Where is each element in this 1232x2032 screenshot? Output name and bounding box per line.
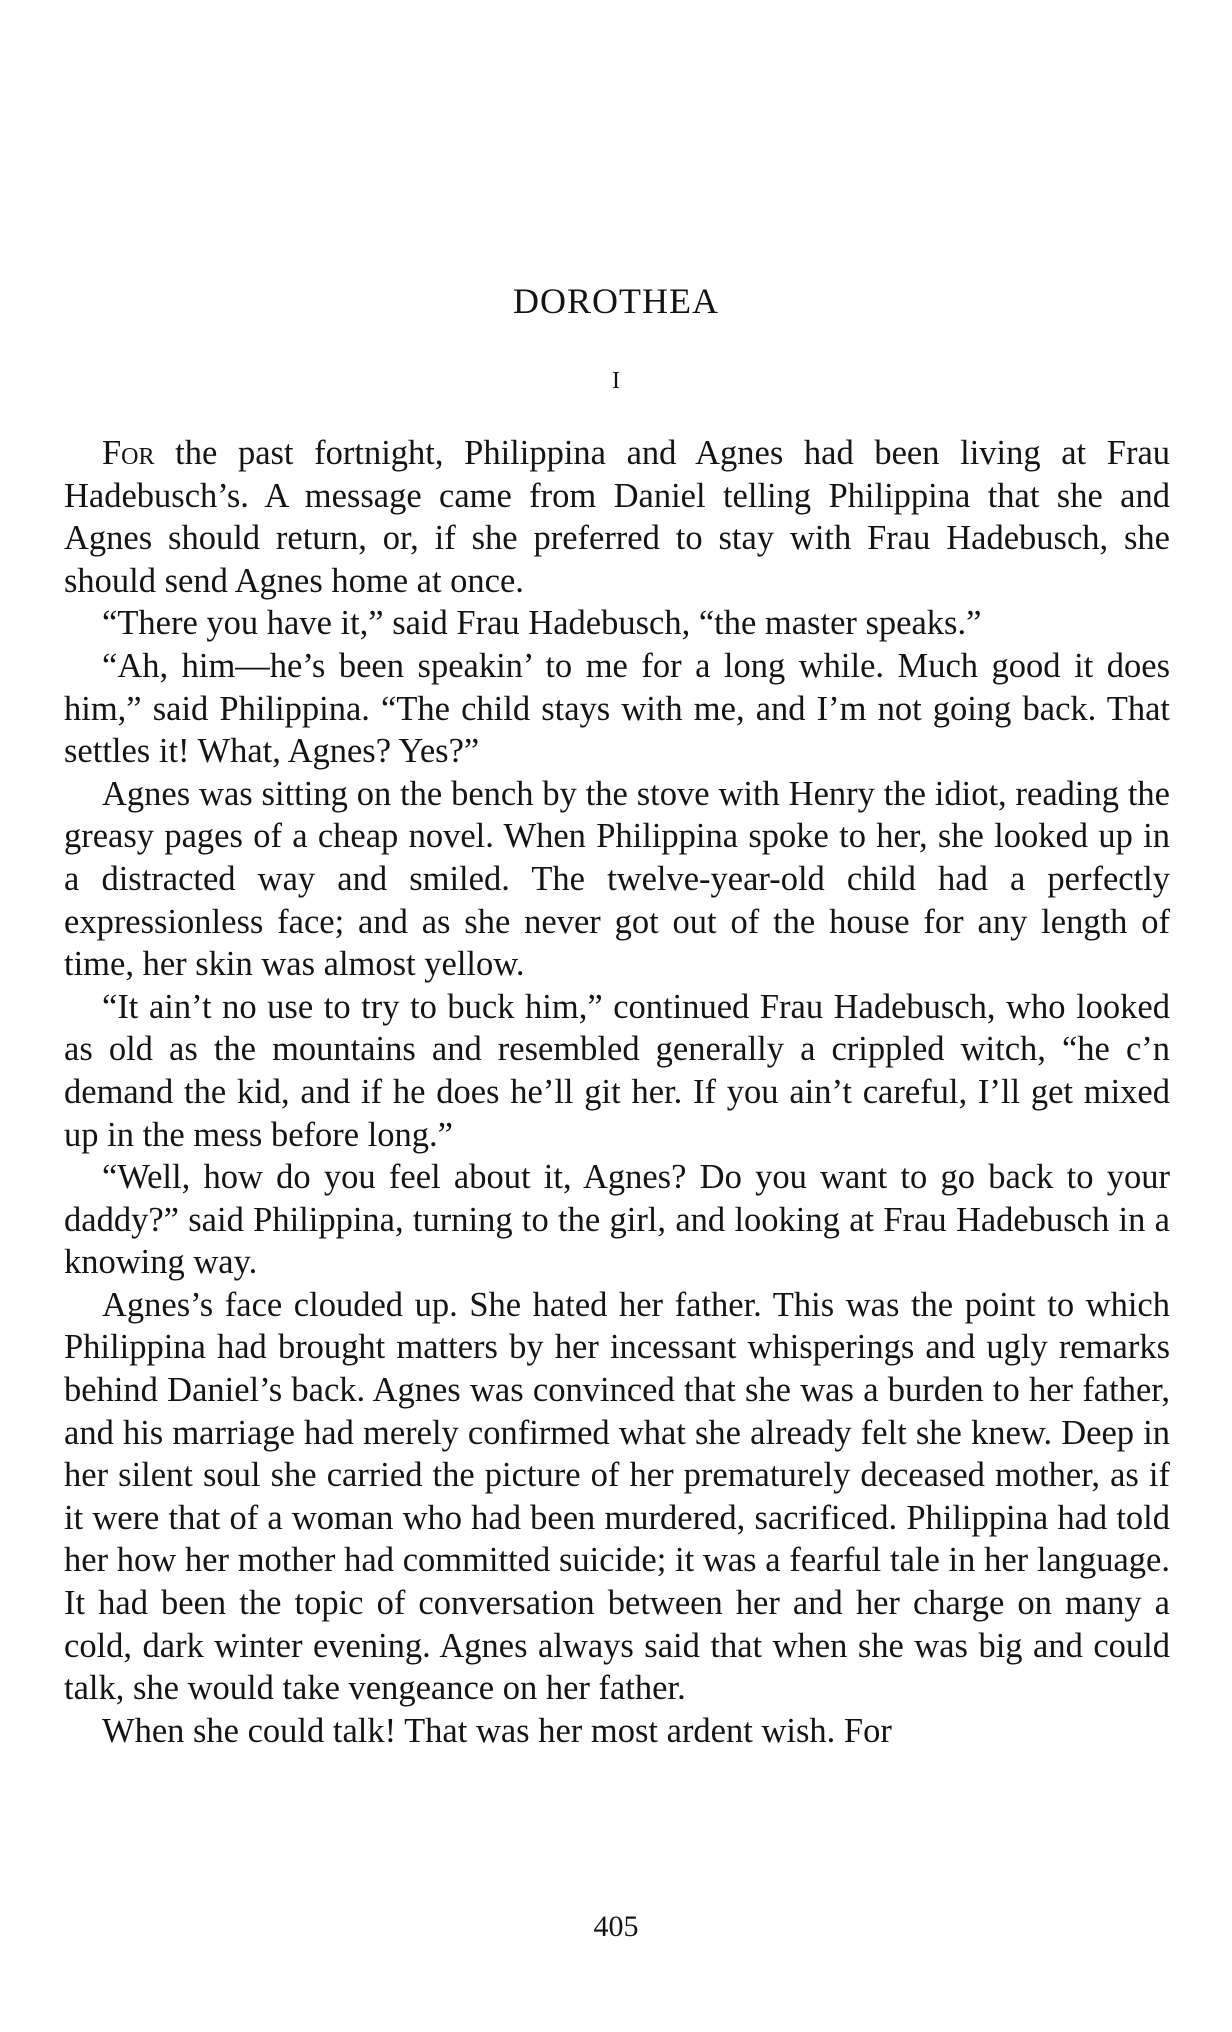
paragraph: When she could talk! That was her most ardent wish. For xyxy=(102,1711,892,1750)
paragraph: “There you have it,” said Frau Hadebusch, “the master speaks.” xyxy=(102,604,982,643)
paragraph-text: the past fortnight, Philippina and Agnes had been living at Frau Hadebusch’s. A message came from Daniel telling Philippina that she and Agnes should return, or, if she preferred to stay with Frau Hadebusch, she should send Agnes home at once. xyxy=(64,434,1171,600)
chapter-title: DOROTHEA xyxy=(513,281,719,321)
paragraph: “It ain’t no use to try to buck him,” continued Frau Hadebusch, who looked as old as the mountains and resembled generally a crippled witch, “he c’n demand the kid, and if he does he’ll git her. If you ain’t careful, I’ll get mixed up in the mess before long.” xyxy=(64,987,1170,1154)
paragraph xyxy=(64,432,1170,602)
paragraph: “Well, how do you feel about it, Agnes? Do you want to go back to your daddy?” said Philippina, turning to the girl, and looking at Frau Hadebusch in a knowing way. xyxy=(64,1158,1170,1282)
section-number: I xyxy=(612,368,620,394)
drop-lead-word: For xyxy=(102,434,155,472)
paragraph: Agnes’s face clouded up. She hated her father. This was the point to which Philippina had brought matters by her incessant whisperings and ugly remarks behind Daniel’s back. Agnes was convinced that she was a burden to her father, and his marriage had merely confirmed what she already felt she knew. Deep in her silent soul she carried the picture of her prematurely deceased mother, as if it were that of a woman who had been murdered, sacrificed. Philippina had told her how her mother had committed suicide; it was a fearful tale in her language. It had been the topic of conversation between her and her charge on many a cold, dark winter evening. Agnes always said that when she was big and could talk, she would take vengeance on her father. xyxy=(64,1285,1170,1708)
paragraph: Agnes was sitting on the bench by the stove with Henry the idiot, reading the greasy pages of a cheap novel. When Philippina spoke to her, she looked up in a distracted way and smiled. The twelve-year-old child had a perfectly expressionless face; and as she never got out of the house for any length of time, her skin was almost yellow. xyxy=(64,774,1170,984)
page-number: 405 xyxy=(593,1910,639,1943)
paragraph: “Ah, him—he’s been speakin’ to me for a long while. Much good it does him,” said Philippina. “The child stays with me, and I’m not going back. That settles it! What, Agnes? Yes?” xyxy=(64,646,1170,771)
body-text xyxy=(64,432,1170,1752)
